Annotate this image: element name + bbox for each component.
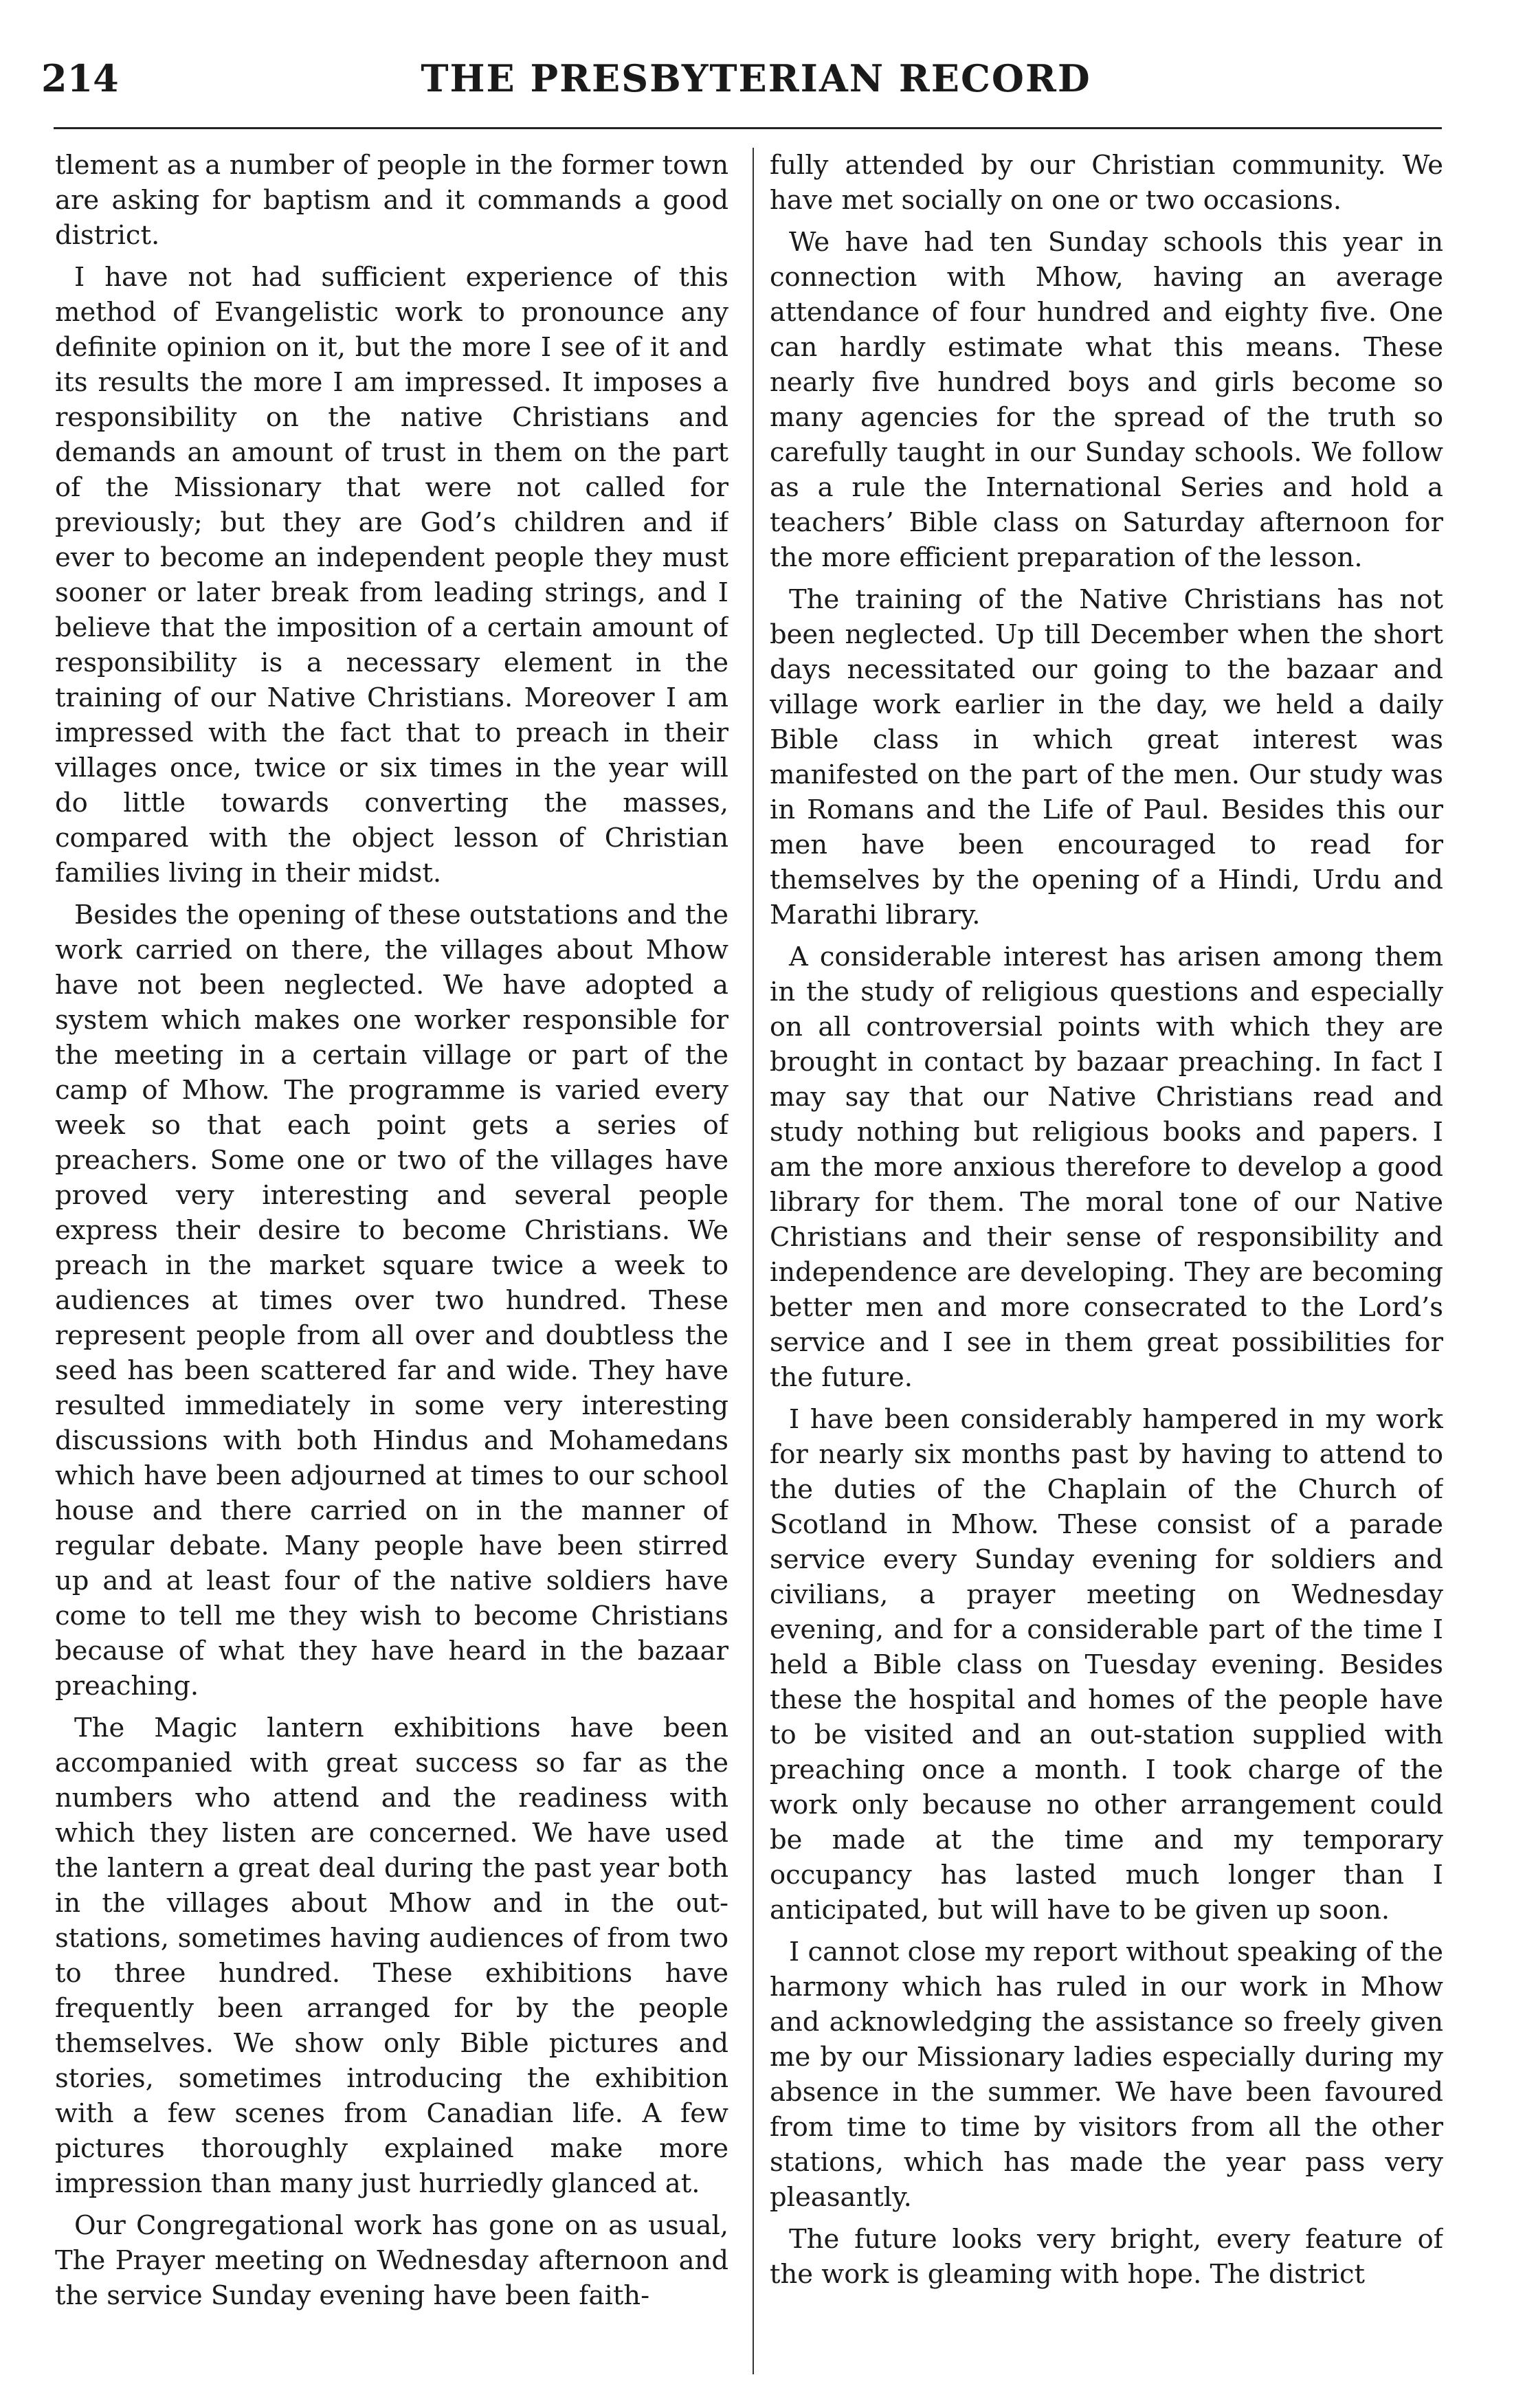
paragraph: Our Congregational work has gone on as usual, The Prayer meeting on Wednesday afternoon and the service Sunday evening have been faith- [55,2210,728,2311]
right-column [770,148,1443,2388]
paragraph: A considerable interest has arisen among them in the study of religious questions and especially on all controversial points with which they are brought in contact by bazaar preaching. In fact I may say that our Native Christians read and study nothing but religious books and papers. I am the more anxious therefore to develop a good library for them. The moral tone of our Native Christians and their sense of responsibility and independence are developing. They are becoming better men and more consecrated to the Lord’s service and I see in them great possibilities for the future. [770,941,1443,1393]
paragraph: The future looks very bright, every feature of the work is gleaming with hope. The district [770,2224,1443,2290]
column-divider [753,148,754,2374]
paragraph: The Magic lantern exhibitions have been accompanied with great success so far as the numbers who attend and the readiness with which they listen are concerned. We have used the lantern a great deal during the past year both in the villages about Mhow and in the out-stations, sometimes having audiences of from two to three hundred. These exhibitions have frequently been arranged for by the people themselves. We show only Bible pictures and stories, sometimes introducing the exhibition with a few scenes from Canadian life. A few pictures thoroughly explained make more impression than many just hurriedly glanced at. [55,1713,728,2199]
paragraph: Besides the opening of these outstations and the work carried on there, the villages about Mhow have not been neglected. We have adopted a system which makes one worker responsible for the meeting in a certain village or part of the camp of Mhow. The programme is varied every week so that each point gets a series of preachers. Some one or two of the villages have proved very interesting and several people express their desire to become Christians. We preach in the market square twice a week to audiences at times over two hundred. These represent people from all over and doubtless the seed has been scattered far and wide. They have resulted immediately in some very interesting discussions with both Hindus and Mohamedans which have been adjourned at times to our school house and there carried on in the manner of regular debate. Many people have been stirred up and at least four of the native soldiers have come to tell me they wish to become Christians because of what they have heard in the bazaar preaching. [55,900,728,1702]
page-header [41,56,1471,111]
journal-title: THE PRESBYTERIAN RECORD [421,56,1091,100]
paragraph: fully attended by our Christian community. We have met socially on one or two occasions. [770,150,1443,216]
header-rule [54,127,1442,129]
left-column [55,148,728,2388]
paragraph: We have had ten Sunday schools this year in connection with Mhow, having an average attendance of four hundred and eighty five. One can hardly estimate what this means. These nearly five hundred boys and girls become so many agencies for the spread of the truth so carefully taught in our Sunday schools. We follow as a rule the International Series and hold a teachers’ Bible class on Saturday afternoon for the more efficient preparation of the lesson. [770,227,1443,573]
paragraph: I cannot close my report without speaking of the harmony which has ruled in our work in Mhow and acknowledging the assistance so freely given me by our Missionary ladies especially during my absence in the summer. We have been favoured from time to time by visitors from all the other stations, which has made the year pass very pleasantly. [770,1937,1443,2213]
paragraph: tlement as a number of people in the former town are asking for baptism and it commands a good district. [55,150,728,251]
paragraph: I have been considerably hampered in my work for nearly six months past by having to attend to the duties of the Chaplain of the Church of Scotland in Mhow. These consist of a parade service every Sunday evening for soldiers and civilians, a prayer meeting on Wednesday evening, and for a considerable part of the time I held a Bible class on Tuesday evening. Besides these the hospital and homes of the people have to be visited and an out-station supplied with preaching once a month. I took charge of the work only because no other arrangement could be made at the time and my temporary occupancy has lasted much longer than I anticipated, but will have to be given up soon. [770,1404,1443,1926]
page-number: 214 [41,56,119,100]
paragraph: The training of the Native Christians has not been neglected. Up till December when the short days necessitated our going to the bazaar and village work earlier in the day, we held a daily Bible class in which great interest was manifested on the part of the men. Our study was in Romans and the Life of Paul. Besides this our men have been encouraged to read for themselves by the opening of a Hindi, Urdu and Marathi library. [770,584,1443,930]
paragraph: I have not had sufficient experience of this method of Evangelistic work to pronounce any definite opinion on it, but the more I see of it and its results the more I am impressed. It imposes a responsibility on the native Christians and demands an amount of trust in them on the part of the Missionary that were not called for previously; but they are God’s children and if ever to become an independent people they must sooner or later break from leading strings, and I believe that the imposition of a certain amount of responsibility is a necessary element in the training of our Native Christians. Moreover I am impressed with the fact that to preach in their villages once, twice or six times in the year will do little towards converting the masses, compared with the object lesson of Christian families living in their midst. [55,262,728,889]
